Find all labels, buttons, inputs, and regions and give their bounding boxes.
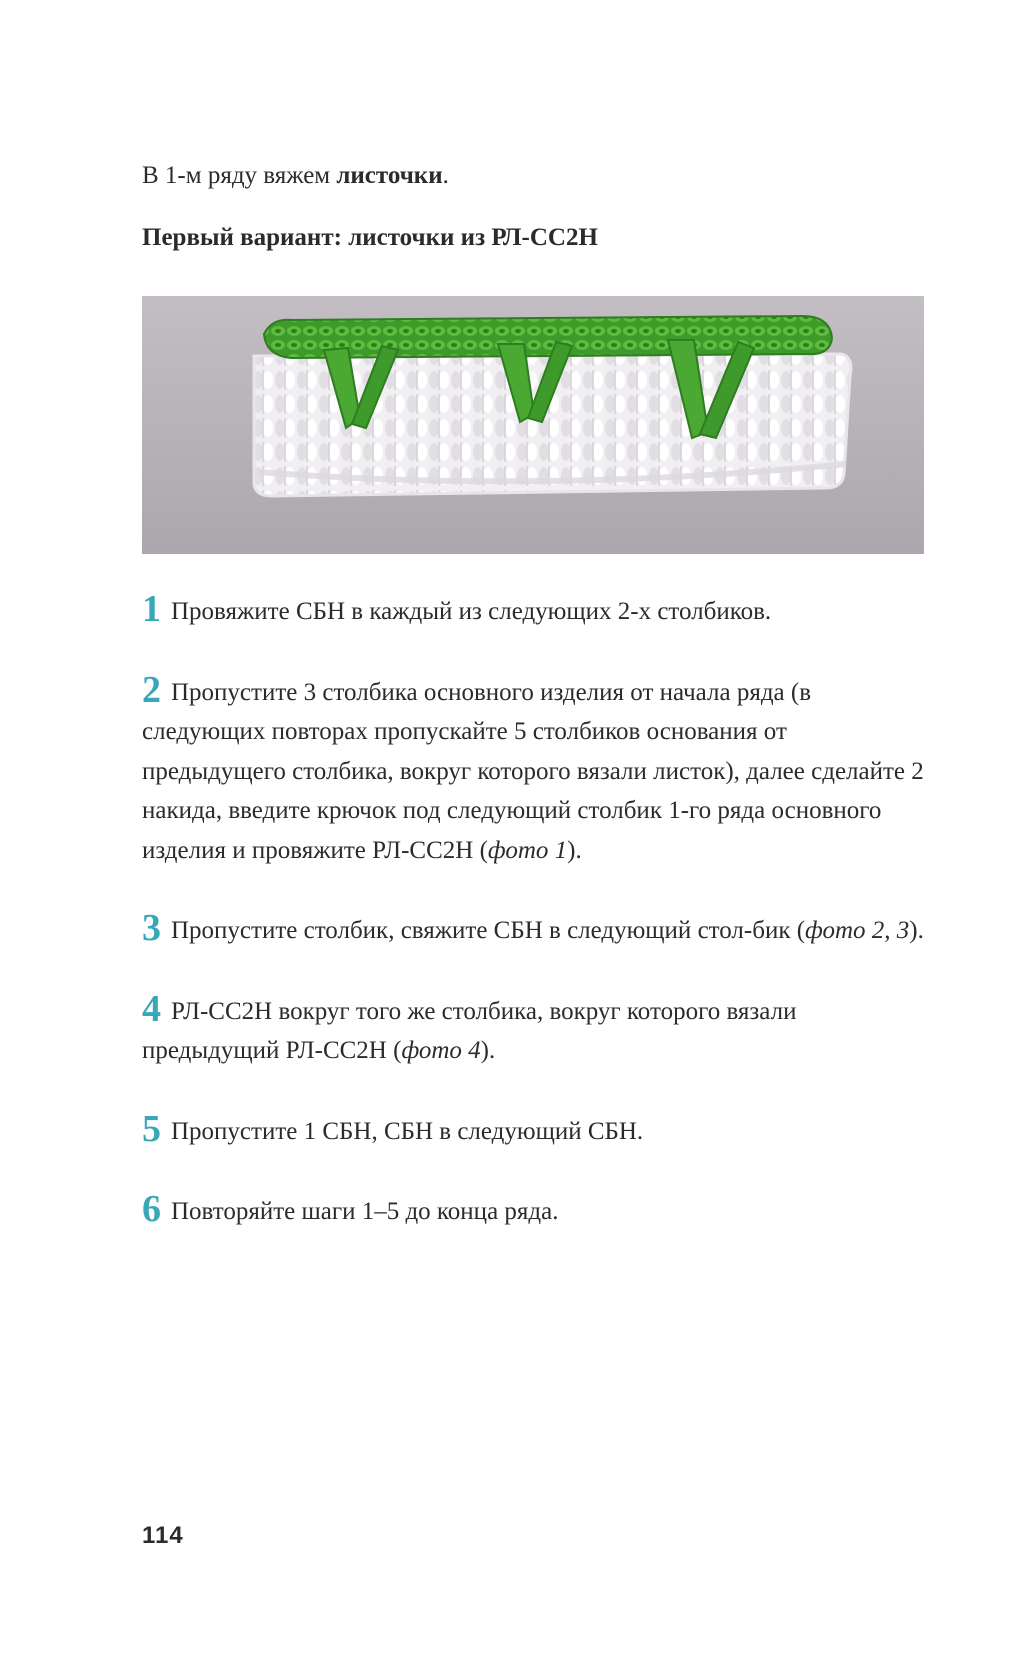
crochet-sample-illustration (142, 296, 924, 554)
photo-reference: фото 2, 3 (805, 917, 910, 944)
page-number: 114 (142, 1522, 184, 1549)
intro-text: В 1-м ряду вяжем (142, 162, 337, 189)
section-heading: Первый вариант: листочки из РЛ-СС2Н (142, 224, 598, 251)
step-number: 1 (142, 588, 161, 630)
crochet-sample-photo (142, 296, 924, 554)
step-6 (142, 1190, 932, 1232)
step-5 (142, 1107, 932, 1152)
step-number: 3 (142, 907, 161, 949)
intro-paragraph (142, 160, 922, 192)
step-text-end: ). (567, 836, 582, 864)
photo-reference: фото 4 (401, 1037, 481, 1064)
step-text: Пропустите столбик, свяжите СБН в следующий стол-бик ( (171, 917, 806, 944)
step-text: Провяжите СБН в каждый из следующих 2-х столбиков. (171, 598, 772, 625)
photo-reference: фото 1 (487, 836, 568, 864)
step-text: Повторяйте шаги 1–5 до конца ряда. (171, 1198, 559, 1225)
step-text-end: ). (909, 917, 924, 944)
step-text: Пропустите 1 СБН, СБН в следующий СБН. (171, 1117, 644, 1145)
step-text: Пропустите 3 столбика основного изделия от начала ряда (в следующих повторах пропускайте 5 столбиков основания от предыдущего столбика, вокруг которого вязали листок), далее сделайте 2 накида, введите крючок под следующий столбик 1-го ряда основного изделия и провяжите РЛ-СС2Н ( (142, 678, 924, 864)
step-number: 2 (142, 668, 161, 711)
step-2 (142, 668, 932, 871)
step-number: 6 (142, 1188, 161, 1230)
steps-list (142, 590, 932, 1271)
step-4 (142, 987, 932, 1071)
step-number: 5 (142, 1107, 161, 1150)
step-text-end: ). (480, 1037, 496, 1064)
step-1 (142, 590, 932, 632)
intro-bold-term: листочки (336, 162, 443, 189)
step-text: РЛ-СС2Н вокруг того же столбика, вокруг которого вязали предыдущий РЛ-СС2Н ( (142, 997, 797, 1064)
step-number: 4 (142, 987, 161, 1030)
step-3 (142, 909, 932, 951)
intro-punct: . (442, 162, 449, 189)
